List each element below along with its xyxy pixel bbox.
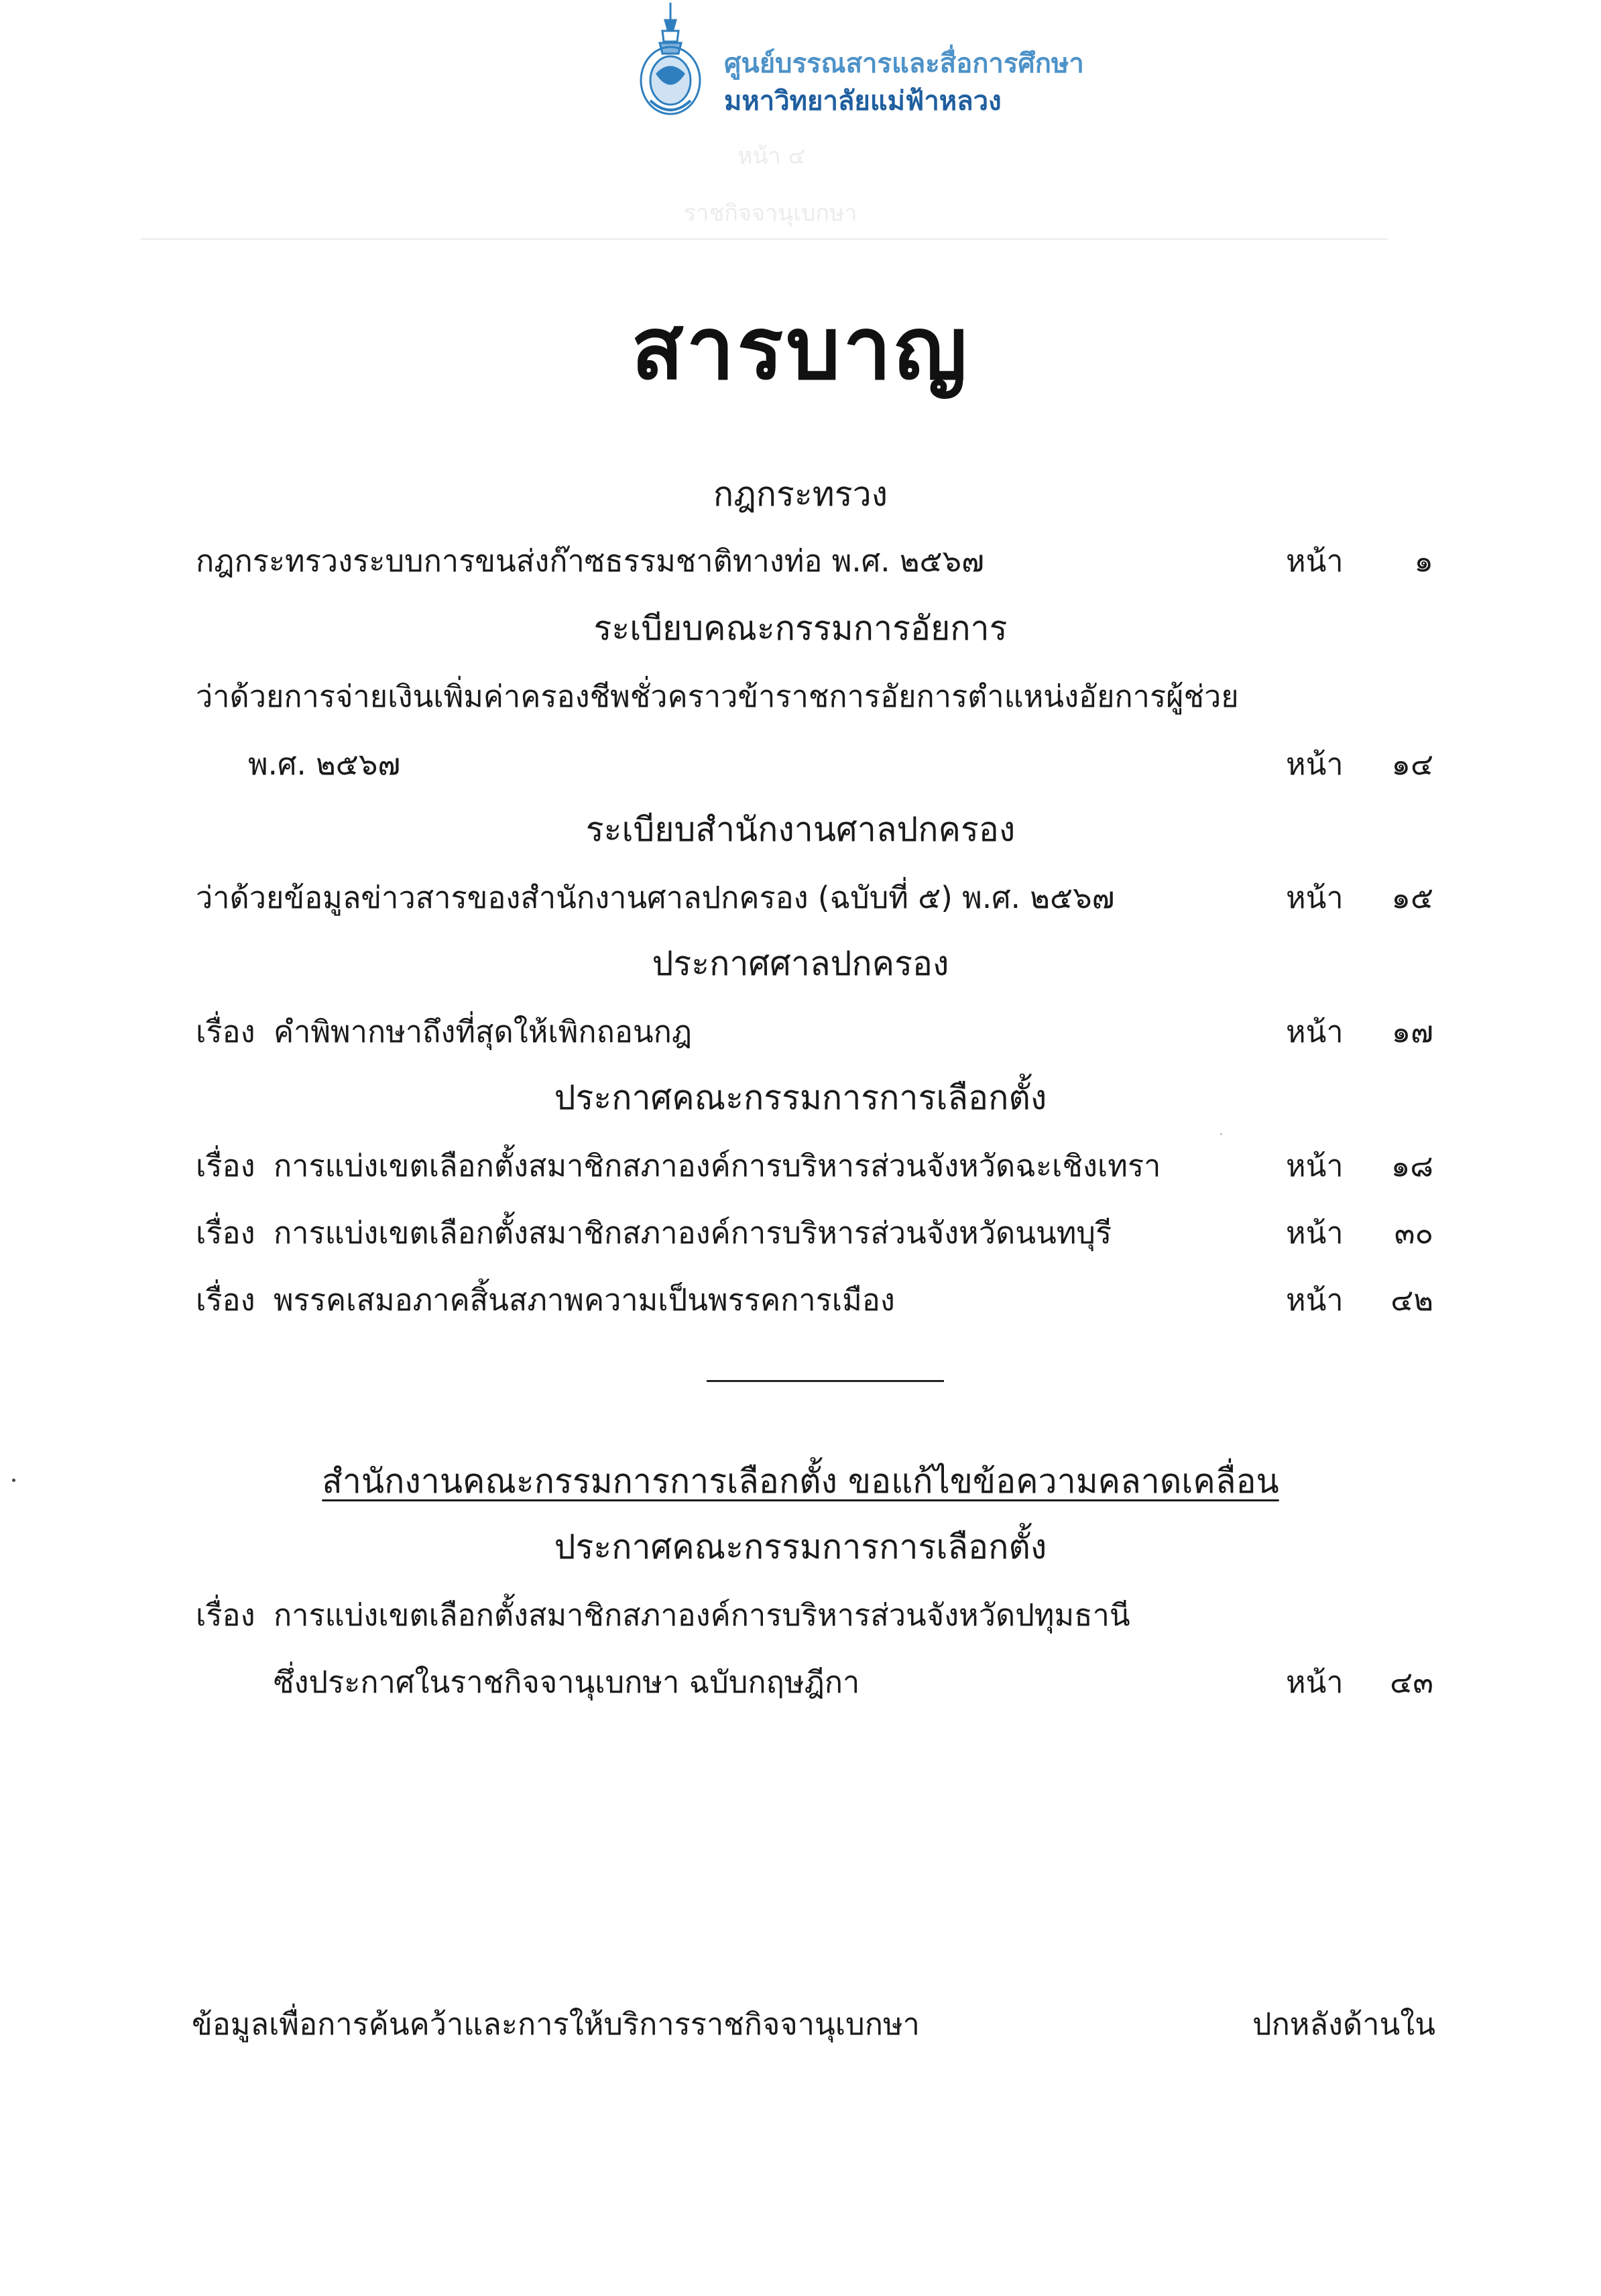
entry-7-text: พรรคเสมอภาคสิ้นสภาพความเป็นพรรคการเมือง: [274, 1282, 895, 1318]
section-heading-admin-court-announcement: ประกาศศาลปกครอง: [652, 944, 949, 983]
section-divider: [707, 1380, 944, 1382]
stamp-institution-line: ศูนย์บรรณสารและสื่อการศึกษา: [724, 48, 1084, 79]
correction-notice-text: สำนักงานคณะกรรมการการเลือกตั้ง ขอแก้ไขข้อความคลาดเคลื่อน: [322, 1462, 1279, 1501]
entry-2-text: ว่าด้วยการจ่ายเงินเพิ่มค่าครองชีพชั่วคราวข้าราชการอัยการตำแหน่งอัยการผู้ช่วย: [196, 679, 1239, 714]
entry-4-page-label: หน้า: [1286, 1014, 1344, 1049]
entry-6-text: การแบ่งเขตเลือกตั้งสมาชิกสภาองค์การบริหารส่วนจังหวัดนนทบุรี: [274, 1215, 1112, 1251]
entry-5-page-number: ๑๘: [1390, 1148, 1433, 1184]
section-heading-election-commission: ประกาศคณะกรรมการการเลือกตั้ง: [554, 1078, 1047, 1117]
scan-speck: [12, 1479, 15, 1482]
entry-4-page-number: ๑๗: [1391, 1014, 1433, 1049]
entry-5-page-label: หน้า: [1286, 1148, 1344, 1184]
section-heading-election-commission-correction: ประกาศคณะกรรมการการเลือกตั้ง: [554, 1528, 1047, 1566]
footer-left-text: ข้อมูลเพื่อการค้นคว้าและการให้บริการราชกิจจานุเบกษา: [192, 2006, 920, 2042]
entry-3-page-number: ๑๕: [1391, 880, 1433, 915]
bleed-through-page-number: หน้า ๔: [737, 143, 806, 170]
entry-8-page-number: ๔๓: [1390, 1664, 1433, 1700]
bleed-through-header: ราชกิจจานุเบกษา: [684, 200, 857, 227]
section-heading-prosecutor-commission: ระเบียบคณะกรรมการอัยการ: [593, 609, 1008, 648]
page-title: สารบาญ: [631, 298, 970, 399]
entry-8-text: การแบ่งเขตเลือกตั้งสมาชิกสภาองค์การบริหารส่วนจังหวัดปทุมธานี: [274, 1597, 1130, 1633]
entry-6-subject-label: เรื่อง: [196, 1215, 255, 1251]
entry-2-text-continued: พ.ศ. ๒๕๖๗: [248, 746, 401, 782]
bleed-through-rule: [141, 238, 1388, 240]
entry-1-page-label: หน้า: [1286, 543, 1344, 579]
entry-6-page-number: ๓๐: [1394, 1215, 1433, 1251]
entry-6-page-label: หน้า: [1286, 1215, 1344, 1251]
entry-5-subject-label: เรื่อง: [196, 1148, 255, 1184]
university-emblem-icon: [630, 0, 711, 121]
scan-speck: [1220, 1133, 1222, 1135]
entry-4-subject-label: เรื่อง: [196, 1014, 255, 1049]
entry-1-text: กฎกระทรวงระบบการขนส่งก๊าซธรรมชาติทางท่อ พ.ศ. ๒๕๖๗: [196, 543, 984, 579]
footer-right-text: ปกหลังด้านใน: [1252, 2006, 1436, 2042]
entry-8-text-continued: ซึ่งประกาศในราชกิจจานุเบกษา ฉบับกฤษฎีกา: [274, 1664, 860, 1700]
entry-3-text: ว่าด้วยข้อมูลข่าวสารของสำนักงานศาลปกครอง (ฉบับที่ ๕) พ.ศ. ๒๕๖๗: [196, 880, 1115, 915]
entry-1-page-number: ๑: [1414, 543, 1433, 579]
stamp-university-line: มหาวิทยาลัยแม่ฟ้าหลวง: [724, 85, 1002, 117]
section-heading-admin-court-office: ระเบียบสำนักงานศาลปกครอง: [585, 810, 1016, 849]
section-heading-ministerial-regulation: กฎกระทรวง: [713, 475, 888, 514]
entry-2-page-number: ๑๔: [1391, 746, 1433, 782]
correction-notice-heading: [0, 1455, 1601, 1508]
entry-8-subject-label: เรื่อง: [196, 1597, 255, 1633]
entry-7-page-number: ๔๒: [1390, 1282, 1433, 1318]
entry-4-text: คำพิพากษาถึงที่สุดให้เพิกถอนกฎ: [274, 1014, 693, 1049]
entry-2-page-label: หน้า: [1286, 746, 1344, 782]
entry-7-page-label: หน้า: [1286, 1282, 1344, 1318]
entry-3-page-label: หน้า: [1286, 880, 1344, 915]
entry-8-page-label: หน้า: [1286, 1664, 1344, 1700]
library-stamp: [630, 0, 1084, 127]
entry-7-subject-label: เรื่อง: [196, 1282, 255, 1318]
entry-5-text: การแบ่งเขตเลือกตั้งสมาชิกสภาองค์การบริหารส่วนจังหวัดฉะเชิงเทรา: [274, 1148, 1161, 1184]
